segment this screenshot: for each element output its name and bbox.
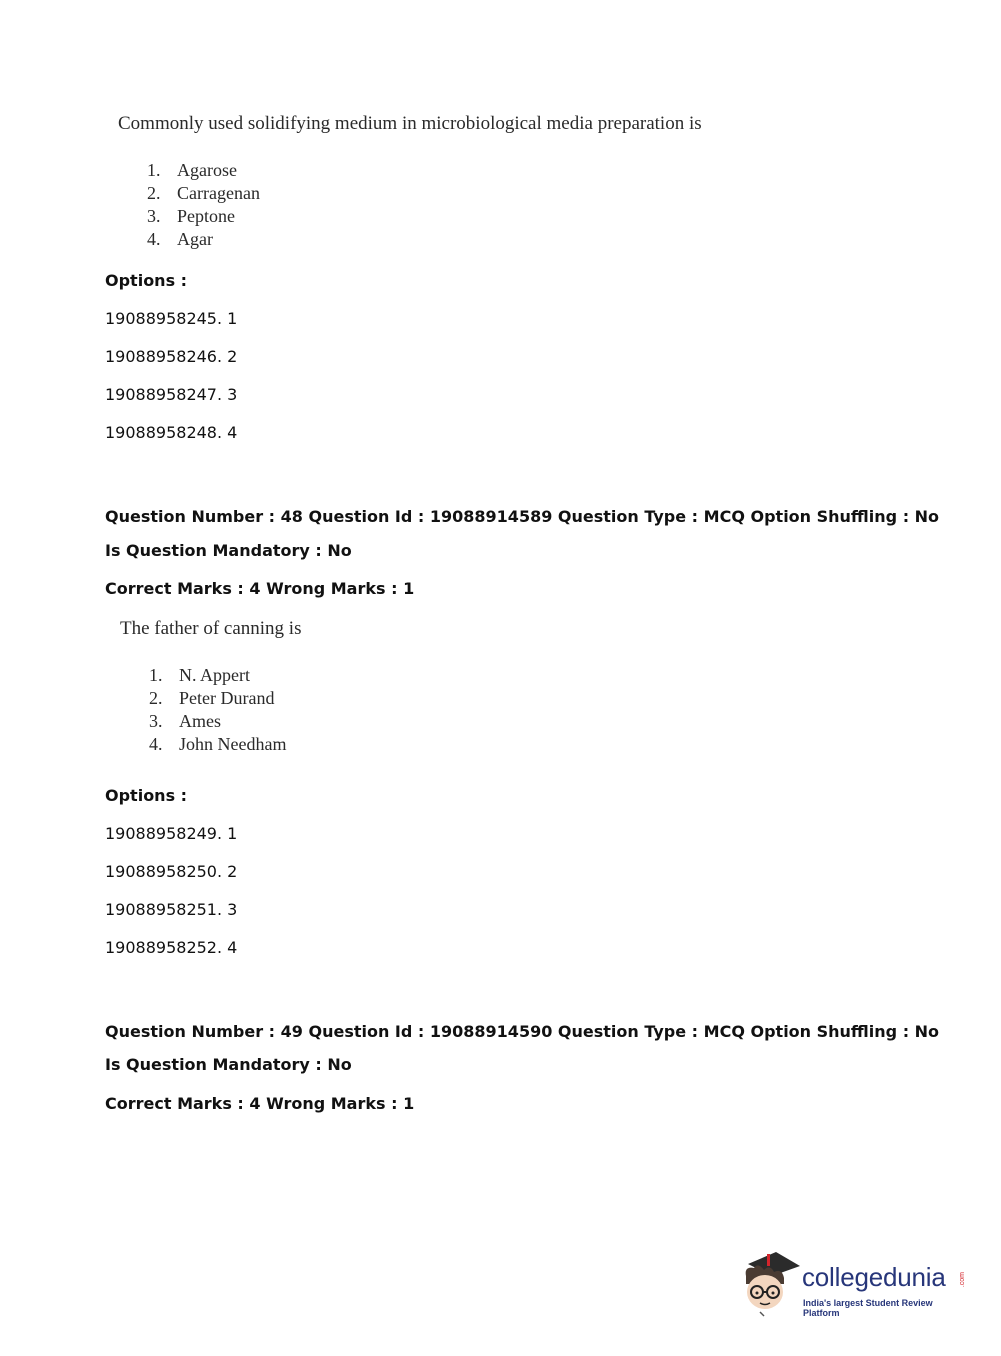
option-id: 19088958246. 2 [105, 347, 238, 366]
question-48-mandatory: Is Question Mandatory : No [105, 541, 352, 560]
choice-item: 2. Carragenan [147, 183, 260, 203]
question-48-header: Question Number : 48 Question Id : 19088914589 Question Type : MCQ Option Shuffling : No [105, 507, 940, 526]
mascot-icon [740, 1248, 802, 1318]
brand-tagline: India's largest Student Review Platform [803, 1298, 933, 1318]
collegedunia-logo [740, 1248, 970, 1320]
options-label: Options : [105, 786, 188, 805]
option-id: 19088958251. 3 [105, 900, 238, 919]
question-48-stem: The father of canning is [120, 618, 302, 639]
question-48-choices [149, 665, 449, 757]
question-49-header: Question Number : 49 Question Id : 19088914590 Question Type : MCQ Option Shuffling : No [105, 1022, 940, 1041]
option-id: 19088958248. 4 [105, 423, 238, 442]
choice-item: 4. Agar [147, 229, 213, 249]
option-id: 19088958247. 3 [105, 385, 238, 404]
option-id: 19088958252. 4 [105, 938, 238, 957]
question-47-choices [147, 160, 447, 252]
question-48-marks: Correct Marks : 4 Wrong Marks : 1 [105, 579, 415, 598]
choice-item: 2. Peter Durand [149, 688, 275, 708]
choice-item: 1. Agarose [147, 160, 237, 180]
choice-item: 3. Ames [149, 711, 221, 731]
options-label: Options : [105, 271, 188, 290]
brand-name: collegedunia [802, 1262, 946, 1292]
option-id: 19088958250. 2 [105, 862, 238, 881]
brand-com: .com [959, 1272, 966, 1288]
option-id: 19088958245. 1 [105, 309, 238, 328]
choice-item: 1. N. Appert [149, 665, 250, 685]
choice-item: 3. Peptone [147, 206, 235, 226]
choice-item: 4. John Needham [149, 734, 287, 754]
question-47-stem: Commonly used solidifying medium in microbiological media preparation is [118, 113, 702, 134]
option-id: 19088958249. 1 [105, 824, 238, 843]
question-49-marks: Correct Marks : 4 Wrong Marks : 1 [105, 1094, 415, 1113]
question-49-mandatory: Is Question Mandatory : No [105, 1055, 352, 1074]
